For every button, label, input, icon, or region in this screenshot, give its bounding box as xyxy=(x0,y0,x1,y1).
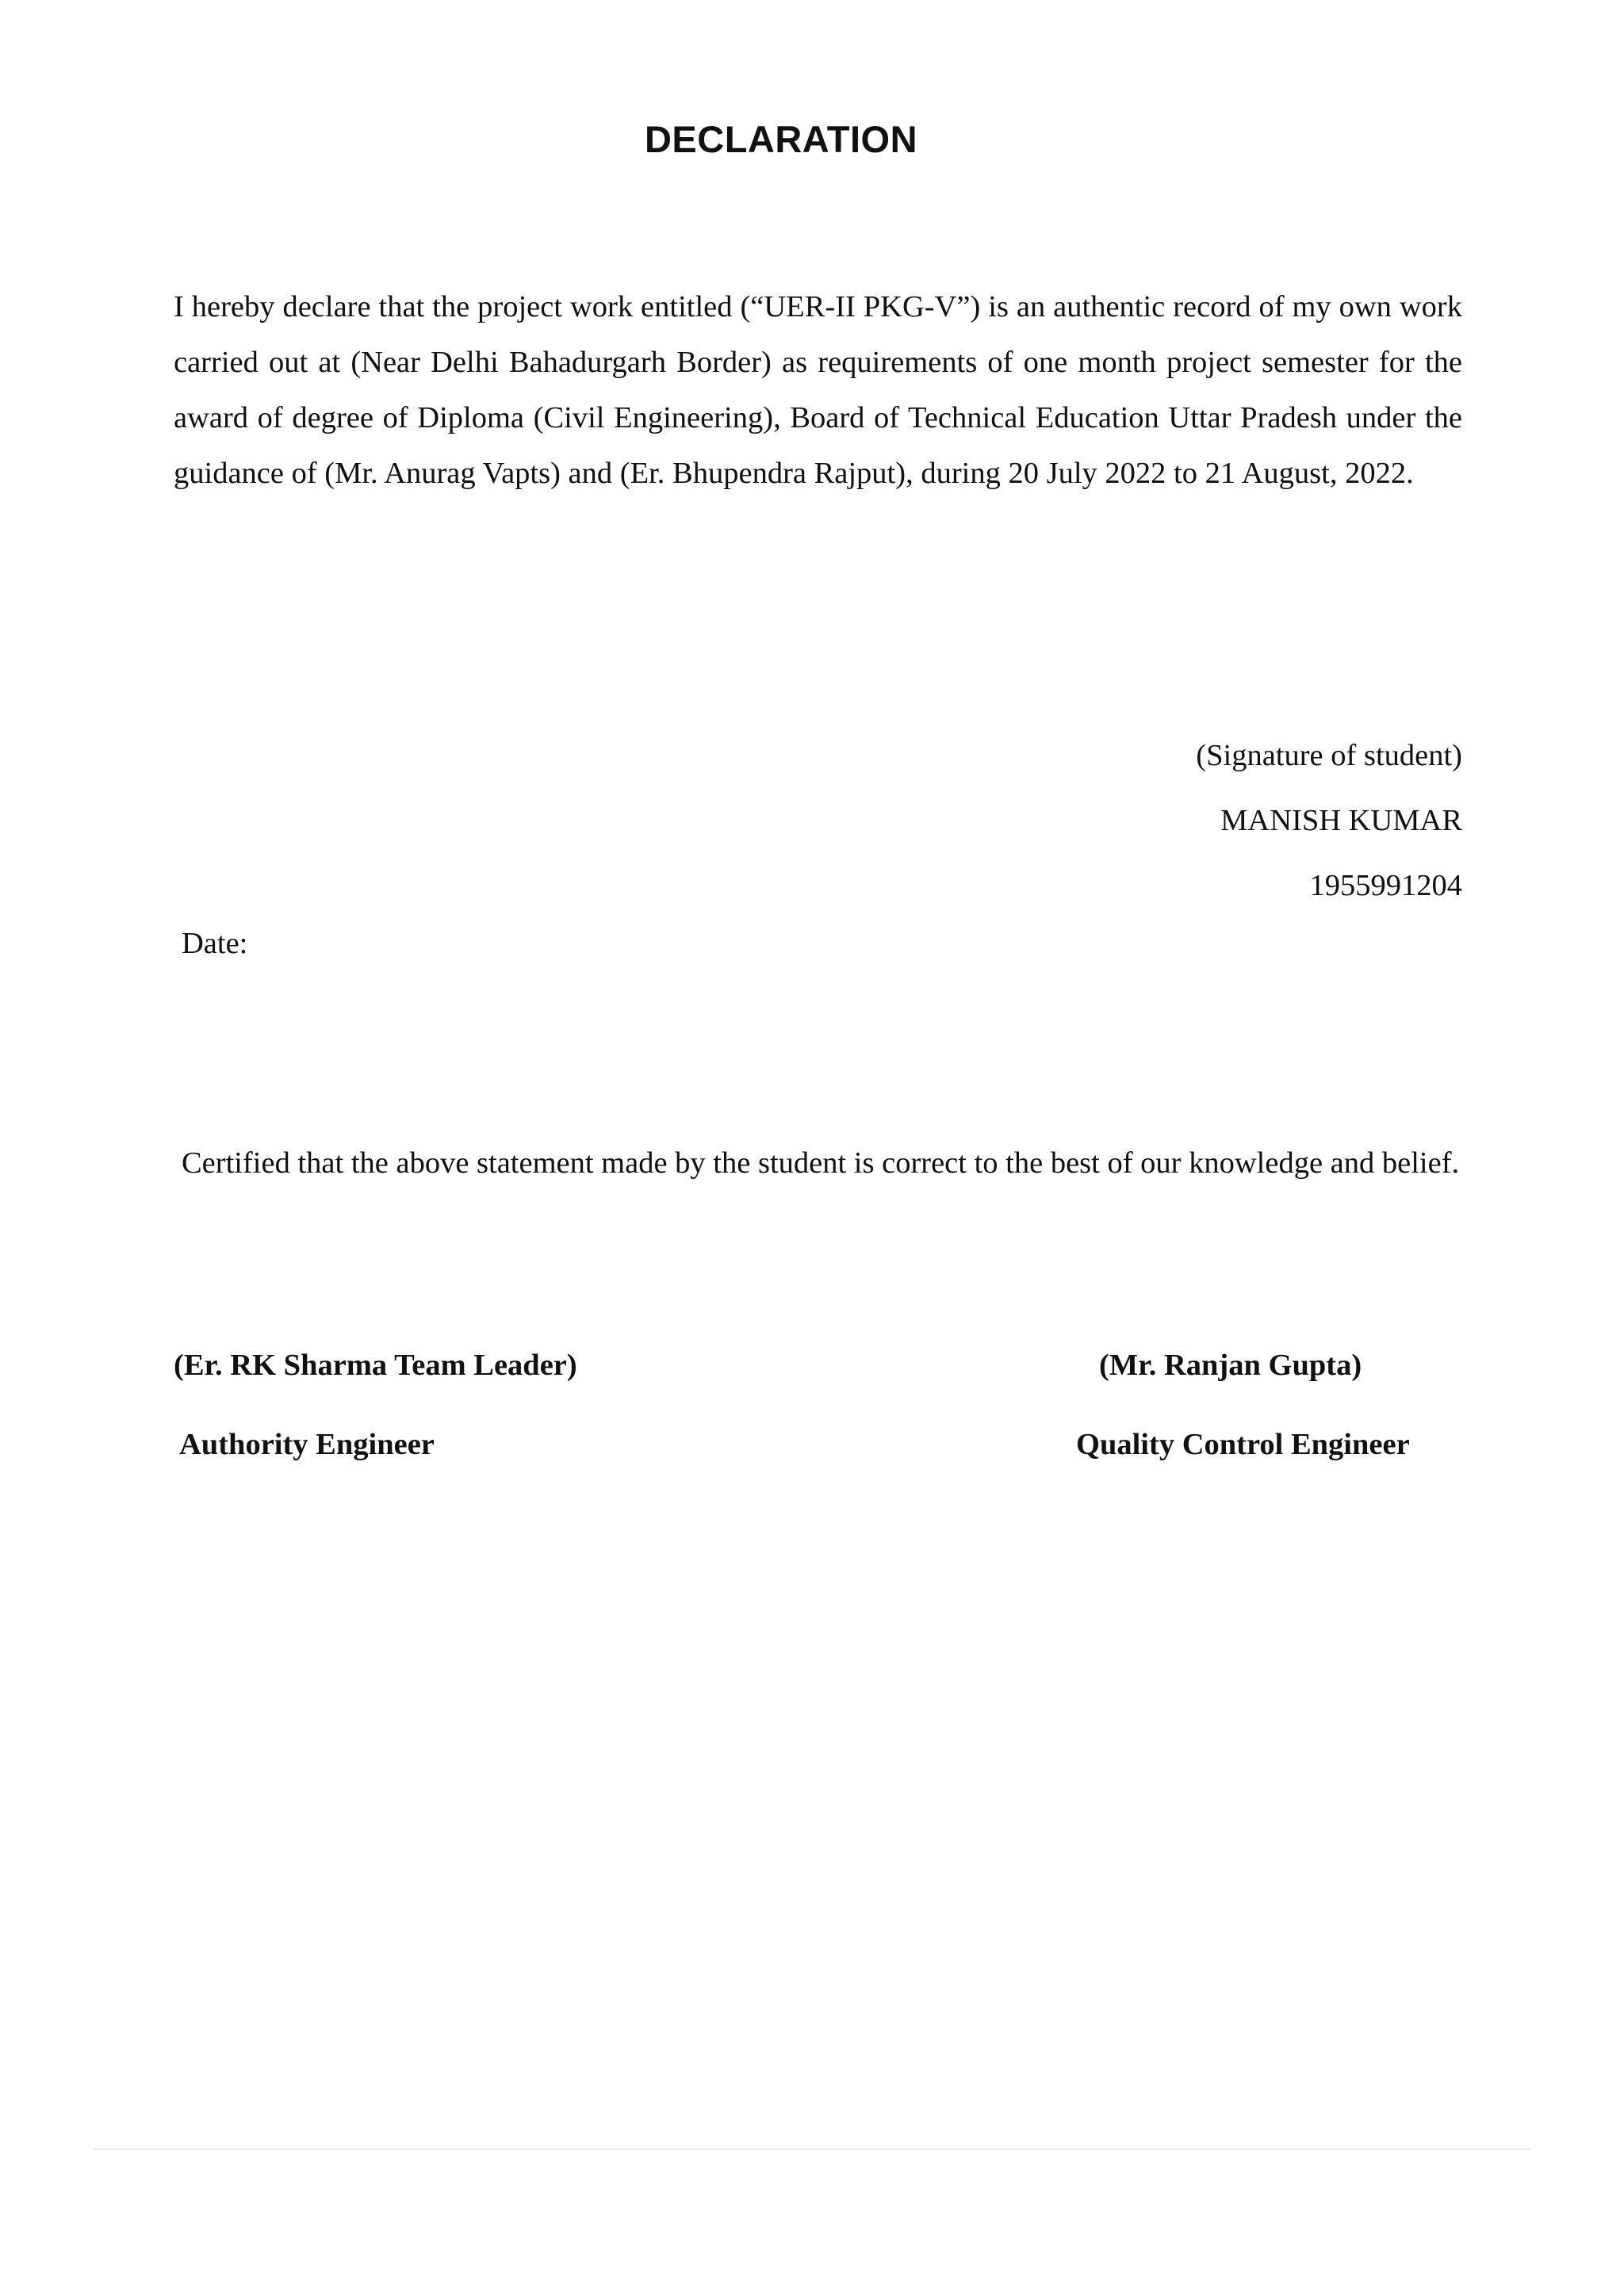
signature-label: (Signature of student) xyxy=(1196,739,1462,772)
student-roll-number: 1955991204 xyxy=(1309,869,1462,902)
authority-left-name: (Er. RK Sharma Team Leader) xyxy=(174,1349,577,1382)
student-name: MANISH KUMAR xyxy=(1220,804,1462,837)
date-label: Date: xyxy=(182,927,248,960)
authority-right-role: Quality Control Engineer xyxy=(1076,1428,1410,1461)
authority-left-role: Authority Engineer xyxy=(179,1428,435,1461)
page-title: DECLARATION xyxy=(644,118,918,160)
certification-paragraph: Certified that the above statement made by the student is correct to the best of our knowledge and belief. xyxy=(182,1146,1460,1180)
authority-right-name: (Mr. Ranjan Gupta) xyxy=(1099,1349,1362,1382)
signature-block xyxy=(1196,723,1462,918)
footer-divider xyxy=(94,2149,1530,2150)
declaration-paragraph: I hereby declare that the project work entitled (“UER-II PKG-V”) is an authentic record of my own work carried out at (Near Delhi Bahadurgarh Border) as requirements of one month project semester for the award of degree of Diploma (Civil Engineering), Board of Technical Education Uttar Pradesh under the guidance of (Mr. Anurag Vapts) and (Er. Bhupendra Rajput), during 20 July 2022 to 21 August, 2022. xyxy=(174,290,1462,490)
